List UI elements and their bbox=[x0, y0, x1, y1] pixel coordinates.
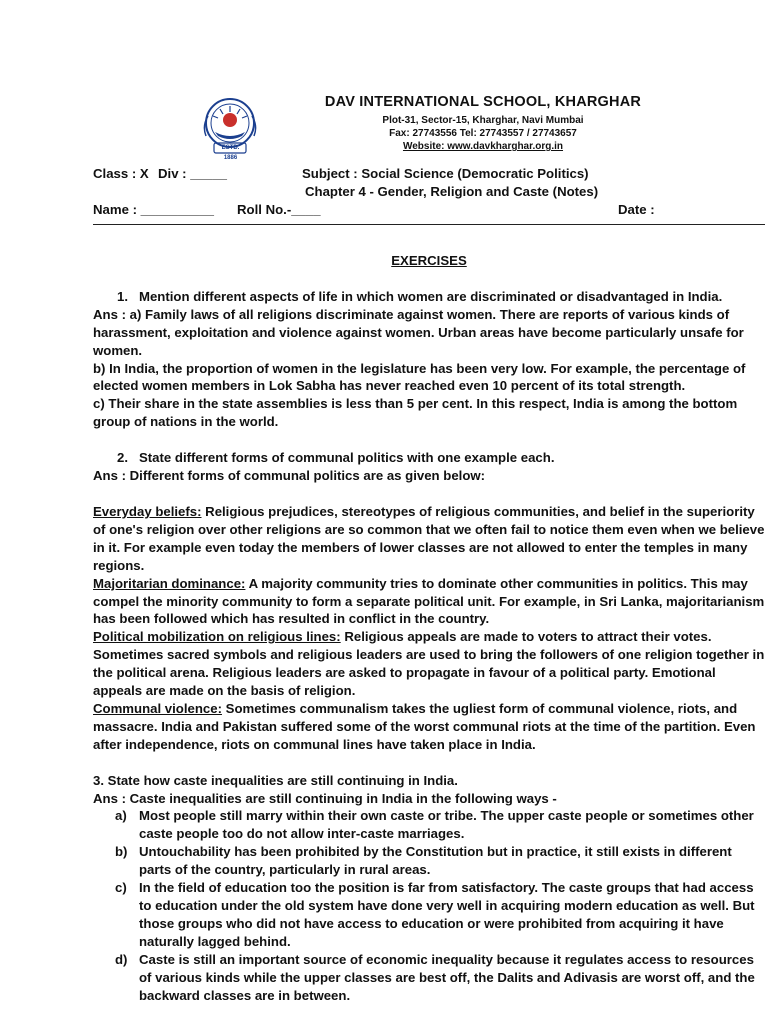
list-item: d) Caste is still an important source of economic inequality because it regulates access to resources of various kinds while the upper classes are best off, the Dalits and Adivasis are worst off, and the backward classes are in between. bbox=[115, 951, 755, 1003]
answer-1c: c) Their share in the state assemblies is less than 5 per cent. In this respect, India is among the bottom group of nations in the world. bbox=[93, 396, 738, 430]
form-term: Communal violence: bbox=[93, 700, 222, 716]
answer-3-intro: Ans : Caste inequalities are still continuing in India in the following ways - bbox=[93, 790, 557, 806]
document-page bbox=[93, 0, 765, 1003]
form-term: Majoritarian dominance: bbox=[93, 575, 246, 591]
roll-field: Roll No.-____ bbox=[237, 202, 321, 217]
chapter-label: Chapter 4 - Gender, Religion and Caste (Notes) bbox=[305, 184, 599, 199]
school-contact: Fax: 27743556 Tel: 27743557 / 27743657 bbox=[389, 128, 577, 139]
school-address: Plot-31, Sector-15, Kharghar, Navi Mumbai bbox=[382, 115, 584, 126]
logo-text: ESTD. 1886 bbox=[221, 145, 240, 161]
answer-1a: Ans : a) Family laws of all religions discriminate against women. There are reports of various kinds of harassment, exploitation and violence against women. Urban areas have become particularly unsafe for women. bbox=[93, 306, 744, 358]
form-term: Everyday beliefs: bbox=[93, 503, 202, 519]
answer-1b: b) In India, the proportion of women in the legislature has been very low. For example, the percentage of elected women members in Lok Sabha has never reached even 10 percent of its total strength. bbox=[93, 360, 746, 394]
name-field: Name : __________ bbox=[93, 202, 214, 217]
form-text: Sometimes communalism takes the ugliest form of communal violence, riots, and massacre. India and Pakistan suffered some of the worst communal riots at the time of the partition. Even after independence, riots on communal lines have taken place in India. bbox=[93, 700, 756, 752]
form-political-mobilization bbox=[93, 628, 765, 700]
answer-2-intro: Ans : Different forms of communal politics are as given below: bbox=[93, 468, 486, 484]
school-website: Website: www.davkharghar.org.in bbox=[402, 141, 564, 152]
class-label: Class : X bbox=[93, 166, 149, 181]
form-text: Religious prejudices, stereotypes of religious communities, and belief in the superiority of one's religion over other religions are so common that we often fail to notice them even when we believe in it. For example even today the members of lower classes are not allowed to enter the temples in many regions. bbox=[93, 503, 765, 573]
form-term: Political mobilization on religious lines: bbox=[93, 629, 341, 645]
letterhead bbox=[93, 0, 765, 160]
school-name: DAV INTERNATIONAL SCHOOL, KHARGHAR bbox=[324, 94, 642, 110]
list-item: c) In the field of education too the position is far from satisfactory. The caste groups that had access to education under the old system have done very well in acquiring modern education as well. But those groups who did not have access to education or were prohibited from acquiring it have naturally lagged behind. bbox=[115, 880, 755, 949]
form-everyday-beliefs bbox=[93, 503, 765, 575]
div-label: Div : _____ bbox=[158, 166, 227, 181]
exercises-title: EXERCISES bbox=[391, 253, 467, 268]
list-item: a) Most people still marry within their own caste or tribe. The upper caste people or sometimes other caste people too do not allow inter-caste marriages. bbox=[115, 808, 754, 842]
notes-body bbox=[93, 252, 765, 1004]
school-info bbox=[293, 94, 673, 153]
caste-points-list bbox=[93, 807, 765, 1004]
date-field: Date : bbox=[618, 202, 655, 217]
school-logo bbox=[198, 96, 262, 161]
form-text: A majority community tries to dominate other communities in politics. This may compel the minority community to form a separate political unit. For example, in Sri Lanka, majoritarianism has been followed which has resulted in conflict in the country. bbox=[93, 575, 765, 627]
subject-label: Subject : Social Science (Democratic Politics) bbox=[302, 166, 589, 181]
question-1: 1. Mention different aspects of life in which women are discriminated or disadvantaged in India. bbox=[117, 288, 723, 304]
form-communal-violence bbox=[93, 700, 765, 754]
list-item: b) Untouchability has been prohibited by the Constitution but in practice, it still exists in different parts of the country, particularly in rural areas. bbox=[115, 844, 732, 878]
form-text: Religious appeals are made to voters to attract their votes. Sometimes sacred symbols and religious leaders are used to bring the followers of one religion together in the political arena. Religious leaders are asked to propagate in favour of a political party. Emotional appeals are made on the basis of religion. bbox=[93, 629, 765, 699]
form-majoritarian-dominance bbox=[93, 575, 765, 629]
question-2: 2. State different forms of communal politics with one example each. bbox=[117, 450, 555, 466]
question-3: 3. State how caste inequalities are still continuing in India. bbox=[93, 772, 458, 788]
divider-line bbox=[93, 224, 765, 225]
